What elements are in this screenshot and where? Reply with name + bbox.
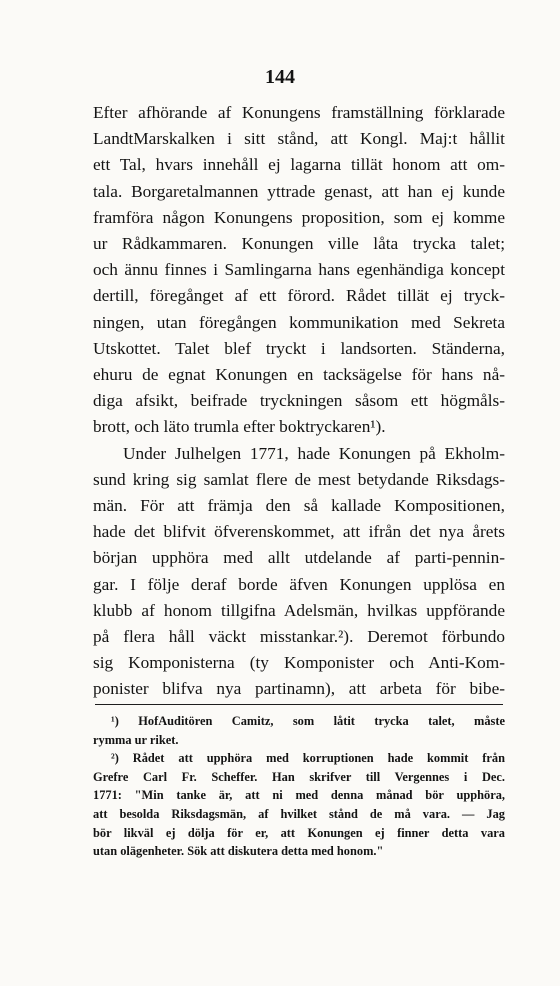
text-line: sig Komponisterna (ty Komponister och Anti-Kom- <box>93 653 505 673</box>
page-number: 144 <box>265 66 295 88</box>
text-line: klubb af honom tillgifna Adelsmän, hvilkas uppförande <box>93 600 505 620</box>
text-line: män. För att främja den så kallade Kompositionen, <box>93 496 505 516</box>
footnote-line: ¹) HofAuditören Camitz, som låtit trycka talet, måste <box>111 714 505 728</box>
footnote-line: att besolda Riksdagsmän, af hvilket stånd de må vara. — Jag <box>93 806 505 821</box>
text-line: dertill, föregånget af ett förord. Rådet tillät ej tryck- <box>93 286 505 306</box>
text-line: hade det blifvit öfverenskommet, att ifrån det nya årets <box>93 522 505 542</box>
text-line: tala. Borgaretalmannen yttrade genast, att han ej kunde <box>93 181 505 201</box>
text-line: gar. I följe deraf borde äfven Konungen upplösa en <box>93 574 505 594</box>
footnote-line: rymma ur riket. <box>93 732 179 747</box>
text-line: och ännu finnes i Samlingarna hans egenhändiga koncept <box>93 260 505 280</box>
footnotes <box>93 712 505 861</box>
text-line: ur Rådkammaren. Konungen ville låta trycka talet; <box>93 234 505 254</box>
footnote-divider <box>95 704 503 705</box>
body-text <box>93 100 505 703</box>
text-line: diga afsikt, beifrade tryckningen såsom ett högmåls- <box>93 391 505 411</box>
text-line: ponister blifva nya partinamn), att arbeta för bibe- <box>93 679 505 699</box>
text-line: på flera håll väckt misstankar.²). Deremot förbundo <box>93 627 505 647</box>
text-line: brott, och läto trumla efter boktryckaren¹). <box>93 417 386 437</box>
text-line: ningen, utan föregången kommunikation med Sekreta <box>93 312 505 332</box>
text-line: Under Julhelgen 1771, hade Konungen på Ekholm- <box>123 443 505 463</box>
text-line: ehuru de egnat Konungen en tacksägelse för hans nå- <box>93 365 505 385</box>
text-line: Efter afhörande af Konungens framställning förklarade <box>93 103 505 122</box>
text-line: början upphöra med allt utdelande af parti-pennin- <box>93 548 505 568</box>
text-line: framföra någon Konungens proposition, som ej komme <box>93 207 505 227</box>
footnote-line: ²) Rådet att upphöra med korruptionen hade kommit från <box>111 751 505 766</box>
footnote-line: Grefre Carl Fr. Scheffer. Han skrifver till Vergennes i Dec. <box>93 769 505 784</box>
footnote-line: bör likväl ej dölja för er, att Konungen ej finner detta vara <box>93 825 505 840</box>
footnote-line: utan olägenheter. Sök att diskutera detta med honom." <box>93 844 384 859</box>
text-line: sund kring sig samlat flere de mest betydande Riksdags- <box>93 469 505 489</box>
footnote-line: 1771: "Min tanke är, att ni med denna månad bör upphöra, <box>93 788 505 803</box>
text-line: LandtMarskalken i sitt stånd, att Kongl. Maj:t hållit <box>93 129 505 149</box>
text-line: ett Tal, hvars innehåll ej lagarna tillät honom att om- <box>93 155 505 175</box>
text-line: Utskottet. Talet blef tryckt i landsorten. Ständerna, <box>93 338 505 358</box>
